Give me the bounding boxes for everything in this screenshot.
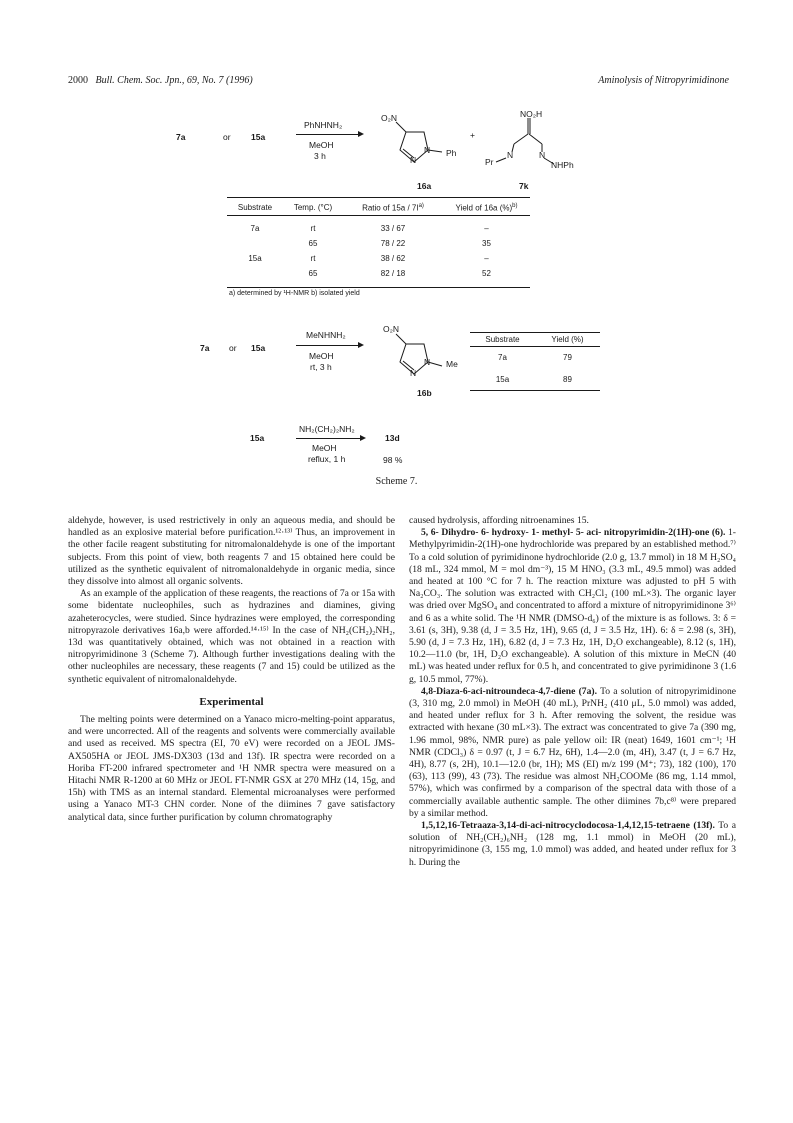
journal-citation: Bull. Chem. Soc. Jpn., 69, No. 7 (1996) [95,75,253,86]
r1-nitro-label: O₂N [381,113,398,123]
r2-table-header [470,333,600,347]
running-header-left [68,75,253,86]
paragraph [409,527,736,686]
r1-reagent: PhNHNH₂ [304,120,343,130]
compound-6-procedure: 1-Methylpyrimidin-2(1H)-one hydrochloride was prepared by an established method.⁷⁾ To a cold solution of pyrimidinone hydrochloride (2.0 g, 13.7 mmol) in 18 M H₂SO₄ (18 mL, 324 mmol, M = mol dm⁻³), 15 M HNO₃ (3.3 mL, 49.5 mmol) was added and heated at 100 °C for 7 h. The reaction mixture was adjusted to pH 5 with Na₂CO₃. The solution was extracted with CH₂Cl₂ (100 mL×3). The organic layer was dried over MgSO₄ and concentrated to afford a mixture of nitropyrimidinone 3⁶⁾ and 6 as a white solid. The ¹H NMR (DMSO-d₆) of the mixture is as follows. 3: δ = 3.61 (s, 3H), 9.38 (d, J = 3.5 Hz, 1H), 9.65 (d, J = 3.5 Hz, 1H). 6: δ = 2.98 (s, 3H), 5.90 (d, J = 7.3 Hz, 1H), 6.82 (d, J = 7.3 Hz, 1H, D₂O exchangeable), 8.12 (s, 1H), 10.2—11.0 (br, 1H, D₂O exchangeable). A solution of this mixture in MeCN (40 mL) was heated under reflux for 0.5 h, and concentrated to give pyrimidinone 3 (1.6 g, 10.5 mmol, 77%). [409,527,736,685]
section-heading-experimental: Experimental [199,695,264,708]
r1-solvent: MeOH [309,140,334,150]
r1-th-ratio: Ratio of $15a / 7I^{a)}$ [362,202,424,213]
r1-plus: + [470,130,475,140]
r2-conditions: rt, 3 h [310,362,332,372]
r2-ring-n2: N [410,368,417,378]
r2-substrate-a: 7a [200,343,210,353]
r1-or: or [223,132,231,142]
right-column [409,515,736,869]
r2-or: or [229,343,237,353]
r2-th-substrate: Substrate [485,335,520,344]
left-column [68,515,395,824]
r3-product: 13d [385,433,400,443]
r2-product-label: 16b [417,388,432,398]
r1-product-nhph: NHPh [551,160,574,170]
paragraph: As an example of the application of these reagents, the reactions of 7a or 15a with some bidentate nucleophiles, such as hydrazines and diamines, giving azaheterocycles, were studied. Since hydrazines were employed, the corresponding nitropyrazole derivatives 16a,b were afforded.¹⁴·¹⁵⁾ In the case of NH₂(CH₂)₂NH₂, 13d was quantitatively obtained, which was not obtained in a reaction with nitropyrimidinone 3 (Scheme 7). Although further investigations dealing with the other nucleophiles are necessary, these reagents (7 and 15) could be utilized as the synthetic equivalent of nitromalonaldehyde. [68,588,395,685]
r2-reagent: MeNHNH₂ [306,330,346,340]
r1-th-temp: Temp. (°C) [293,203,333,213]
r2-table [470,332,600,391]
r2-ring-substituent: Me [446,359,458,369]
compound-7a-procedure: To a solution of nitropyrimidinone (3, 310 mg, 2.0 mmol) in MeOH (40 mL), PrNH₂ (410 μL, 5.0 mmol) was added, and heated under reflux for 3 h. After removing the solvent, the residue was extracted with hexane (30 mL×3). The extract was concentrated to give 7a (390 mg, 1.96 mmol, 98%, NMR pure) as pale yellow oil: IR (neat) 1649, 1601 cm⁻¹; ¹H NMR (CDCl₃) δ = 0.97 (t, J = 6.7 Hz, 6H), 1.4—2.0 (m, 4H), 3.47 (t, J = 6.7 Hz, 4H), 8.77 (s, 2H), 10.1—12.0 (br, 1H); MS (EI) m/z 199 (M⁺; 73), 182 (100), 170 (63), 113 (99), 43 (73). The residue was almost NH₂COOMe (86 mg, 1.14 mmol, 57%), which was confirmed by a comparison of the spectral data with those of a commercially available authentic sample. The other diimines 7b,c⁸⁾ were prepared by a similar method. [409,685,737,819]
r2-arrow [296,345,362,346]
r2-substrate-b: 15a [251,343,266,353]
table-row: 15a 89 [470,369,600,391]
r1-product-n2: N [539,150,546,160]
compound-13f-title: 1,5,12,16-Tetraaza-3,14-di-aci-nitrocyclodocosa-1,4,12,15-tetraene (13f). [421,820,715,832]
r1-substrate-b: 15a [251,132,266,142]
r1-product-b-label: 7k [519,181,529,191]
r3-conditions: reflux, 1 h [308,454,346,464]
page-number: 2000 [68,75,88,86]
r1-product-pr: Pr [485,157,494,167]
r2-nitro-label: O₂N [383,324,400,334]
table-row: 7a rt 33 / 67 – [250,224,489,233]
r1-product-a-label: 16a [417,181,432,191]
r3-yield: 98 % [383,455,403,465]
r2-solvent: MeOH [309,351,334,361]
paragraph: aldehyde, however, is used restrictively in only an aqueous media, and should be handled as an explosive material before purification.¹²·¹³⁾ Thus, an improvement in the other facile reagent substituting for nitromalonaldehyde is one of the important subjects. From this point of view, both reagents 7 and 15 obtained here could be utilized as the synthetic equivalent of nitromalonaldehyde in organic media, since they dissolve into almost all organic solvents. [68,515,395,588]
table-row: 65 78 / 22 35 [308,239,491,248]
r1-ring-n2: N [410,155,417,165]
r1-time: 3 h [314,151,326,161]
compound-6-title: 5, 6- Dihydro- 6- hydroxy- 1- methyl- 5- aci- nitropyrimidin-2(1H)-one (6). [421,527,726,539]
r3-solvent: MeOH [312,443,337,453]
paragraph [409,820,736,869]
r1-product-n: N [507,150,514,160]
r2-th-yield: Yield (%) [551,335,584,344]
r1-product-top: NO₂H [520,109,543,119]
r1-arrow [296,134,362,135]
compound-13f-procedure: To a solution of NH₂(CH₂)₆NH₂ (128 mg, 1.1 mmol) in MeOH (20 mL), nitropyrimidinone (3, 155 mg, 1.0 mmol) was added, and heated under reflux for 3 h. During the [409,820,736,868]
r3-reagent: NH₂(CH₂)₂NH₂ [299,424,355,434]
r1-th-substrate: Substrate [237,203,273,213]
compound-7a-title: 4,8-Diaza-6-aci-nitroundeca-4,7-diene (7a). [421,685,597,697]
table-row: 7a 79 [498,353,572,363]
table-row: 65 82 / 18 52 [308,269,491,278]
r3-substrate: 15a [250,433,265,443]
r1-ring-n1: N [424,145,431,155]
paragraph: The melting points were determined on a Yanaco micro-melting-point apparatus, and were uncorrected. All of the reagents and solvents were commercially available and used as received. MS spectra (EI, 70 eV) were recorded on a JEOL JMS-AX505HA or JEOL JMS-DX303 (13d and 13f). IR spectra were recorded on a Horiba FT-200 infrared spectrometer and ¹H NMR spectra were measured on a Hitachi NMR R-1200 at 60 MHz or JEOL FT-NMR GSX at 270 MHz (14, 15g, and 15h) with TMS as an internal standard. Elemental microanalyses were performed using a Yanaco MT-3 CHN corder. None of the diimines 7 gave satisfactory analytical data, since further purification by column chromatography [68,714,395,823]
paragraph: caused hydrolysis, affording nitroenamines 15. [409,515,589,526]
r1-substrate-a: 7a [176,132,186,142]
r1-table-top-rule [227,197,530,198]
r1-ring-substituent: Ph [446,148,457,158]
table-row: 15a rt 38 / 62 – [248,254,489,263]
r1-table-bottom-rule [227,287,530,288]
r1-table-header [227,201,530,215]
r1-table-footnote: a) determined by ¹H-NMR b) isolated yield [229,290,360,297]
r3-arrow [296,438,364,439]
scheme-caption: Scheme 7. [375,476,418,487]
r1-table [227,201,530,281]
running-title: Aminolysis of Nitropyrimidinone [598,75,729,86]
r2-ring-n1: N [424,357,431,367]
paragraph [409,686,736,820]
r1-th-yield: Yield of 16a (%)$^{b)}$ [455,202,518,213]
